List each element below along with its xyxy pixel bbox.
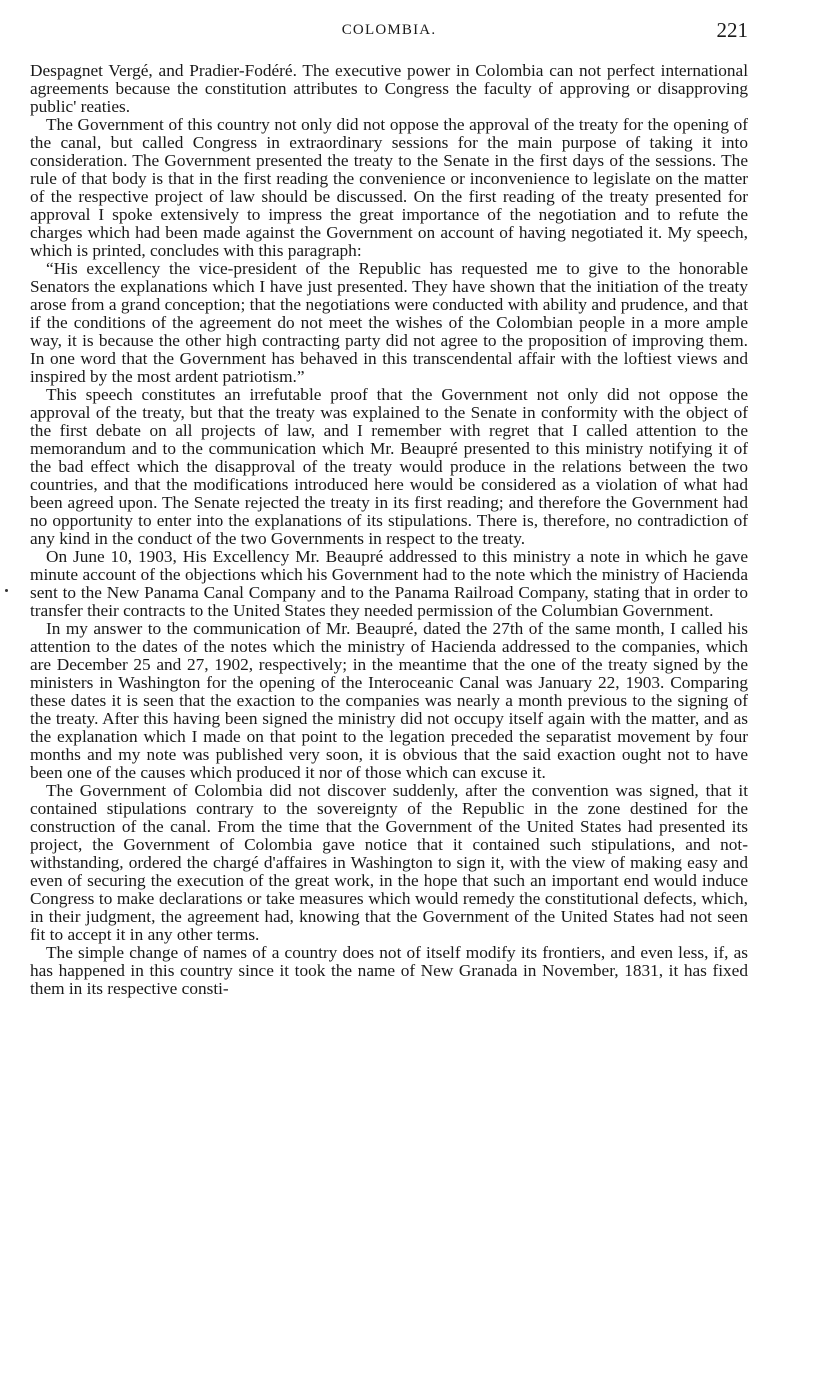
document-page: [30, 18, 748, 998]
running-head: COLOMBIA.: [341, 22, 437, 38]
page-number: 221: [716, 18, 748, 42]
paragraph-government-opposition: The Government of this country not only did not oppose the approval of the treaty for the opening of the canal, but called Congress in extraordinary sessions for the main purpose of taking it into consideration. The Government presented the treaty to the Senate in the first days of the sessions. The rule of that body is that in the first reading the convenience or inconvenience to legislate on the matter of the respective project of law should be discussed. On the first reading of the treaty presented for approval I spoke extensively to impress the great importance of the negotiation and to refute the charges which had been made against the Government on account of having negotiated it. My speech, which is printed, concludes with this paragraph:: [30, 115, 748, 260]
paragraph-speech-quote: “His excellency the vice-president of the Republic has requested me to give to the honorable Senators the explanations which I have just presented. They have shown that the initiation of the treaty arose from a grand conception; that the negotiations were conducted with ability and prudence, and that if the conditions of the agreement do not meet the wishes of the Colombian people in a more ample way, it is because the other high contracting party did not agree to the proposition of improving them. In one word that the Government has behaved in this transcendental affair with the loftiest views and inspired by the most ardent patriotism.”: [30, 259, 748, 386]
page-header: [30, 18, 748, 48]
body-text: [30, 62, 748, 998]
paragraph-convention-signed: The Government of Colombia did not discover suddenly, after the convention was signed, that it contained stipulations contrary to the sovereignty of the Republic in the zone destined for the construction of the canal. From the time that the Government of the United States had presented its project, the Government of Colombia gave notice that it contained such stipulations, and notwithstanding, ordered the chargé d'affaires in Washington to sign it, with the view of making easy and even of securing the execution of the great work, in the hope that such an important end would induce Congress to make declarations or take measures which would remedy the constitutional defects, which, in their judgment, the agreement had, knowing that the Government of the United States had not seen fit to accept it in any other terms.: [30, 781, 748, 944]
paragraph-change-of-names: The simple change of names of a country does not of itself modify its frontiers, and even less, if, as has happened in this country since it took the name of New Granada in November, 1831, it has fixed them in its respective consti-: [30, 943, 748, 998]
paragraph-continuation: Despagnet Vergé, and Pradier-Fodéré. The executive power in Colombia can not perfect international agreements because the constitution attributes to Congress the faculty of approving or disapproving public' reaties.: [30, 61, 748, 116]
paragraph-irrefutable-proof: This speech constitutes an irrefutable proof that the Government not only did not oppose the approval of the treaty, but that the treaty was explained to the Senate in conformity with the object of the first debate on all projects of law, and I remember with regret that I called attention to the memorandum and to the communication which Mr. Beaupré presented to this ministry notifying it of the bad effect which the disapproval of the treaty would produce in the relations between the two countries, and that the modifications introduced here would be considered as a violation of what had been agreed upon. The Senate rejected the treaty in its first reading; and therefore the Government had no opportunity to enter into the explanations of its stipulations. There is, therefore, no contradiction of any kind in the conduct of the two Governments in respect to the treaty.: [30, 385, 748, 548]
paragraph-june-note: On June 10, 1903, His Excellency Mr. Beaupré addressed to this ministry a note in which he gave minute account of the objections which his Government had to the note which the ministry of Hacienda sent to the New Panama Canal Company and to the Panama Railroad Company, stating that in order to transfer their contracts to the United States they needed permission of the Columbian Government.: [30, 547, 748, 620]
margin-mark: [5, 589, 8, 592]
paragraph-answer-beaupre: In my answer to the communication of Mr. Beaupré, dated the 27th of the same month, I called his attention to the dates of the notes which the ministry of Hacienda addressed to the companies, which are December 25 and 27, 1902, respectively; in the meantime that the one of the treaty signed by the ministers in Washington for the opening of the Interoceanic Canal was January 22, 1903. Comparing these dates it is seen that the exaction to the companies was nearly a month previous to the signing of the treaty. After this having been signed the ministry did not occupy itself again with the matter, and as the explanation which I made on that point to the legation preceded the separatist movement by four months and my note was published very soon, it is obvious that the said exaction ought not to have been one of the causes which produced it nor of those which can excuse it.: [30, 619, 748, 782]
